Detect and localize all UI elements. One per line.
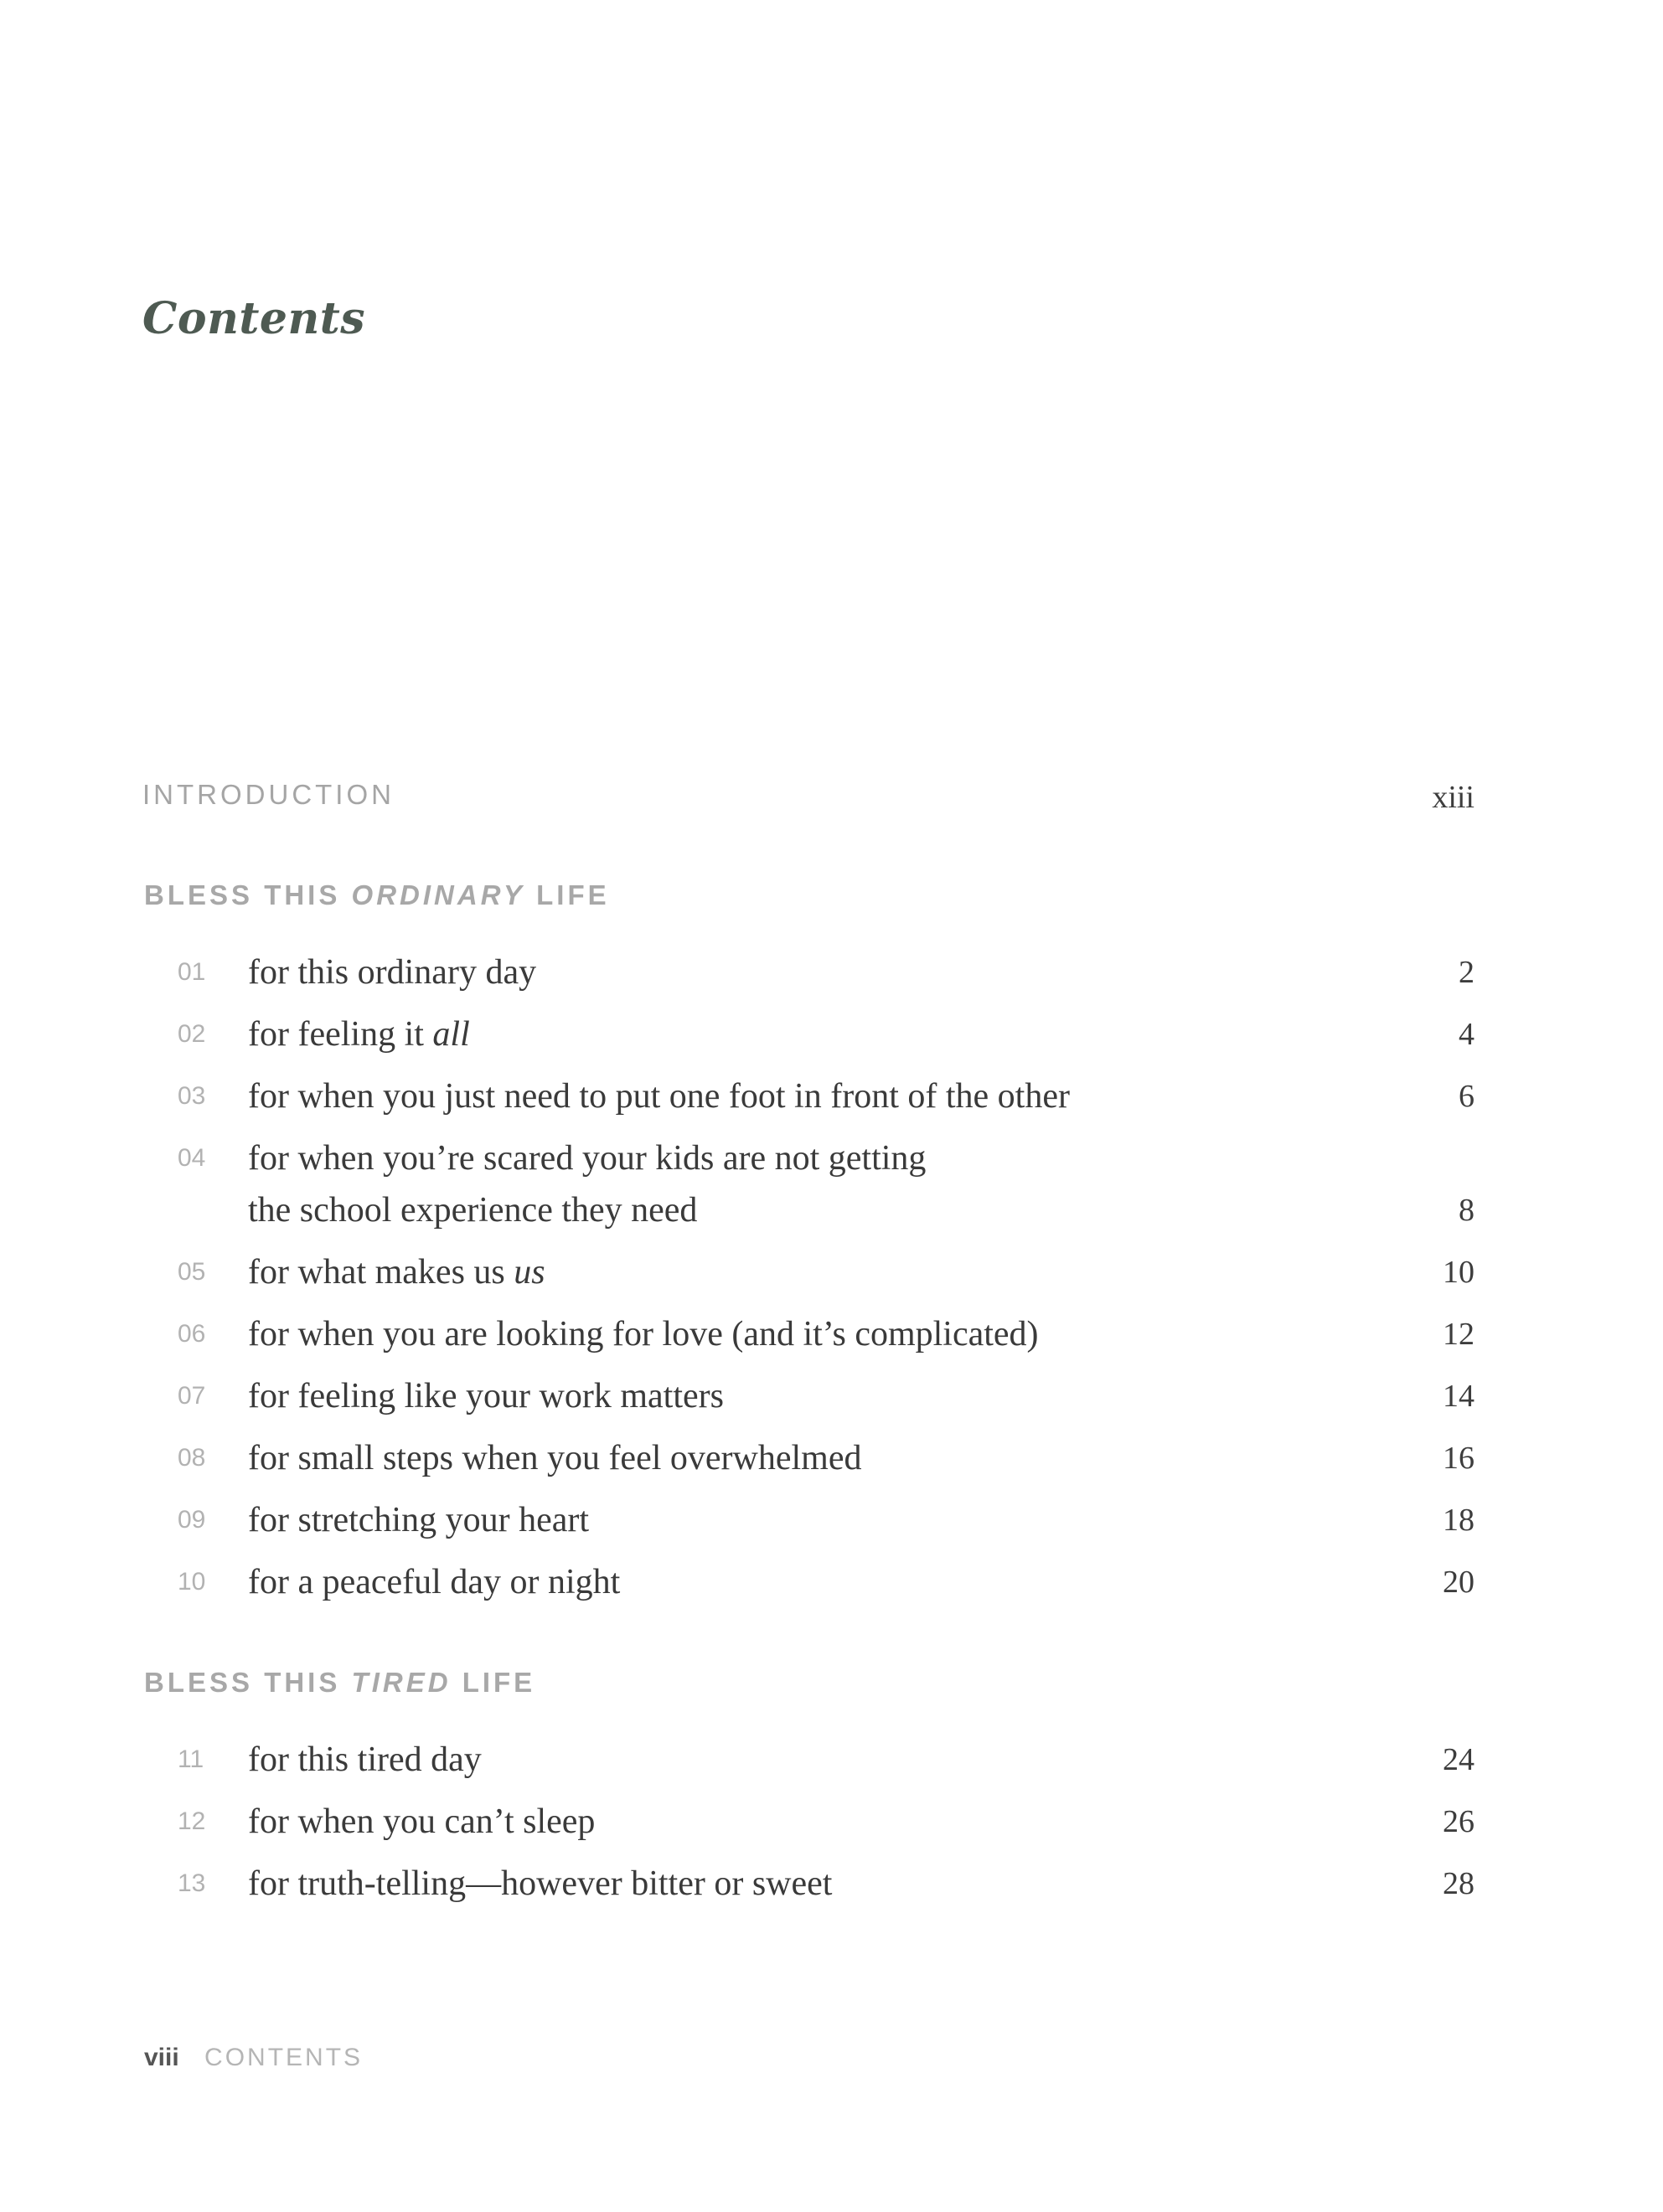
- page-title: Contents: [142, 293, 366, 344]
- section-heading-suffix: LIFE: [451, 1667, 536, 1698]
- entry-title: for when you are looking for love (and it’s complicated): [248, 1315, 1039, 1353]
- footer-running-head: CONTENTS: [204, 2044, 364, 2071]
- page-number: 12: [1443, 1317, 1474, 1352]
- page-number: 2: [1459, 955, 1474, 990]
- entry-number: 09: [178, 1506, 206, 1534]
- entry-number: 13: [178, 1869, 206, 1897]
- section-heading-ordinary: [144, 879, 610, 911]
- page-number: 20: [1443, 1565, 1474, 1600]
- entry-number: 07: [178, 1382, 206, 1410]
- entry-number: 08: [178, 1444, 206, 1472]
- entry-number: 10: [178, 1568, 206, 1596]
- entry-number: 03: [178, 1082, 206, 1110]
- introduction-label: INTRODUCTION: [142, 779, 395, 810]
- entry-number: 05: [178, 1258, 206, 1286]
- page-footer: [144, 2044, 363, 2072]
- page-number: 24: [1443, 1742, 1474, 1777]
- entry-number: 12: [178, 1807, 206, 1835]
- section-heading-prefix: BLESS THIS: [144, 879, 352, 910]
- section-heading-emphasis: ORDINARY: [351, 879, 525, 910]
- entry-title: for a peaceful day or night: [248, 1563, 621, 1601]
- entry-title: for when you just need to put one foot in front of the other: [248, 1077, 1070, 1116]
- section-heading-prefix: BLESS THIS: [144, 1667, 352, 1698]
- page-number: xiii: [1432, 780, 1474, 815]
- page-number: 14: [1443, 1379, 1474, 1414]
- toc-entry-introduction[interactable]: [142, 779, 1474, 821]
- page-number: 16: [1443, 1441, 1474, 1476]
- entry-number: 11: [178, 1745, 204, 1773]
- entry-number: 02: [178, 1020, 206, 1048]
- section-heading-tired: [144, 1667, 535, 1699]
- entry-number: 06: [178, 1320, 206, 1348]
- page-number: 6: [1459, 1079, 1474, 1114]
- entry-number: 04: [178, 1144, 206, 1172]
- entry-title: for this ordinary day: [248, 953, 537, 992]
- page-number: 18: [1443, 1503, 1474, 1538]
- page-number: 8: [1459, 1193, 1474, 1228]
- page-number: 4: [1459, 1017, 1474, 1052]
- entry-title: for feeling it all: [248, 1015, 470, 1054]
- page-number: 10: [1443, 1255, 1474, 1290]
- entry-title: for this tired day: [248, 1740, 482, 1779]
- footer-page-number: viii: [144, 2044, 179, 2071]
- entry-title: for feeling like your work matters: [248, 1377, 724, 1415]
- page-number: 28: [1443, 1866, 1474, 1901]
- entry-title: for when you can’t sleep: [248, 1802, 596, 1841]
- entry-title: for stretching your heart: [248, 1501, 590, 1539]
- entry-title: for truth-telling—however bitter or sweet: [248, 1864, 833, 1903]
- entry-title: for when you’re scared your kids are not getting the school experience they need: [248, 1139, 927, 1230]
- entry-title: for small steps when you feel overwhelmed: [248, 1439, 862, 1477]
- entry-title: for what makes us us: [248, 1253, 545, 1292]
- entry-number: 01: [178, 958, 206, 986]
- page-number: 26: [1443, 1804, 1474, 1839]
- section-heading-suffix: LIFE: [524, 879, 610, 910]
- section-heading-emphasis: TIRED: [351, 1667, 452, 1698]
